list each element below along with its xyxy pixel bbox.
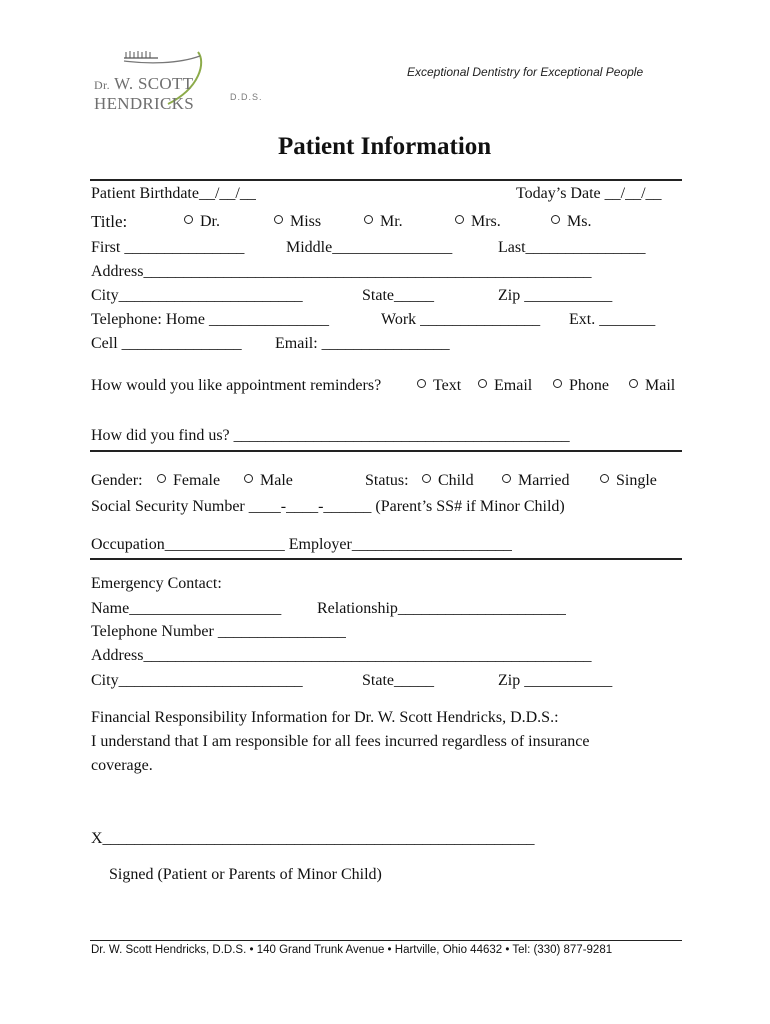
- status-option-label: Child: [438, 472, 474, 489]
- radio-icon: [184, 215, 193, 224]
- status-option-child[interactable]: [422, 472, 474, 490]
- last-name-field[interactable]: Last_______________: [498, 239, 646, 256]
- footer-divider: [90, 940, 682, 941]
- title-option-label: Mrs.: [471, 213, 501, 230]
- divider-top: [90, 179, 682, 181]
- reminder-option-phone[interactable]: [553, 377, 609, 395]
- state-field[interactable]: State_____: [362, 287, 434, 304]
- radio-icon: [551, 215, 560, 224]
- footer-address: Dr. W. Scott Hendricks, D.D.S. • 140 Grand Trunk Avenue • Hartville, Ohio 44632 • Tel: (330) 877-9281: [91, 944, 613, 956]
- zip-field[interactable]: Zip ___________: [498, 287, 613, 304]
- title-label: Title:: [91, 212, 128, 231]
- radio-icon: [600, 474, 609, 483]
- find-us-field[interactable]: How did you find us? __________________________________________: [91, 427, 570, 444]
- title-option-mr[interactable]: [364, 213, 403, 231]
- title-option-label: Miss: [290, 213, 322, 230]
- reminder-option-text[interactable]: [417, 377, 461, 395]
- tagline: Exceptional Dentistry for Exceptional People: [407, 65, 644, 79]
- radio-icon: [274, 215, 283, 224]
- radio-icon: [502, 474, 511, 483]
- radio-icon: [244, 474, 253, 483]
- emergency-state-field[interactable]: State_____: [362, 672, 434, 689]
- reminder-option-email[interactable]: [478, 377, 532, 395]
- emergency-city-field[interactable]: City_______________________: [91, 672, 303, 689]
- gender-option-label: Female: [173, 472, 221, 489]
- divider-1: [90, 450, 682, 452]
- title-option-label: Ms.: [567, 213, 592, 230]
- radio-icon: [629, 379, 638, 388]
- radio-icon: [417, 379, 426, 388]
- financial-heading: Financial Responsibility Information for Dr. W. Scott Hendricks, D.D.S.:: [91, 709, 559, 726]
- emergency-zip-field[interactable]: Zip ___________: [498, 672, 613, 689]
- radio-icon: [364, 215, 373, 224]
- status-option-label: Married: [518, 472, 570, 489]
- reminder-option-mail[interactable]: [629, 377, 675, 395]
- cell-field[interactable]: Cell _______________: [91, 335, 242, 352]
- ext-field[interactable]: Ext. _______: [569, 311, 656, 328]
- title-option-ms[interactable]: [551, 213, 591, 231]
- title-option-mrs[interactable]: [455, 213, 501, 231]
- reminder-option-label: Phone: [569, 377, 609, 394]
- status-option-married[interactable]: [502, 472, 570, 490]
- financial-text-line: coverage.: [91, 757, 153, 774]
- financial-text-line: I understand that I am responsible for all fees incurred regardless of insurance: [91, 733, 590, 750]
- practice-logo: [88, 48, 268, 113]
- email-field[interactable]: Email: ________________: [275, 335, 450, 352]
- title-option-label: Dr.: [200, 213, 220, 230]
- reminders-question: How would you like appointment reminders?: [91, 377, 382, 394]
- emergency-contact-heading: Emergency Contact:: [91, 575, 222, 592]
- gender-option-male[interactable]: [244, 472, 293, 490]
- radio-icon: [422, 474, 431, 483]
- page-title: Patient Information: [278, 133, 492, 160]
- address-field[interactable]: Address________________________________________________________: [91, 263, 592, 280]
- gender-label: Gender:: [91, 472, 143, 489]
- radio-icon: [455, 215, 464, 224]
- home-phone-field[interactable]: Telephone: Home _______________: [91, 311, 329, 328]
- status-option-single[interactable]: [600, 472, 657, 490]
- signature-field[interactable]: X______________________________________________________: [91, 830, 535, 847]
- status-option-label: Single: [616, 472, 657, 489]
- middle-name-field[interactable]: Middle_______________: [286, 239, 453, 256]
- title-option-dr[interactable]: [184, 213, 220, 231]
- reminder-option-label: Text: [433, 377, 462, 394]
- emergency-address-field[interactable]: Address________________________________________________________: [91, 647, 592, 664]
- reminder-option-label: Mail: [645, 377, 676, 394]
- title-option-miss[interactable]: [274, 213, 321, 231]
- emergency-name-field[interactable]: Name___________________: [91, 600, 282, 617]
- divider-2: [90, 558, 682, 560]
- logo-doctor-name: W. SCOTT HENDRICKS: [94, 74, 194, 113]
- emergency-relationship-field[interactable]: Relationship_____________________: [317, 600, 566, 617]
- logo-credentials: D.D.S.: [230, 92, 263, 102]
- gender-option-label: Male: [260, 472, 293, 489]
- birthdate-field[interactable]: Patient Birthdate__/__/__: [91, 185, 256, 202]
- radio-icon: [553, 379, 562, 388]
- first-name-field[interactable]: First _______________: [91, 239, 245, 256]
- gender-option-female[interactable]: [157, 472, 220, 490]
- emergency-telephone-field[interactable]: Telephone Number ________________: [91, 623, 346, 640]
- title-option-label: Mr.: [380, 213, 403, 230]
- status-label: Status:: [365, 472, 409, 489]
- city-field[interactable]: City_______________________: [91, 287, 303, 304]
- todays-date-field[interactable]: Today’s Date __/__/__: [516, 185, 662, 202]
- work-phone-field[interactable]: Work _______________: [381, 311, 541, 328]
- radio-icon: [478, 379, 487, 388]
- occupation-employer-field[interactable]: Occupation_______________ Employer____________________: [91, 536, 512, 553]
- ssn-field[interactable]: Social Security Number ____-____-______ (Parent’s SS# if Minor Child): [91, 498, 565, 515]
- reminder-option-label: Email: [494, 377, 533, 394]
- logo-prefix: Dr.: [94, 78, 110, 92]
- radio-icon: [157, 474, 166, 483]
- signed-label: Signed (Patient or Parents of Minor Child): [109, 866, 382, 883]
